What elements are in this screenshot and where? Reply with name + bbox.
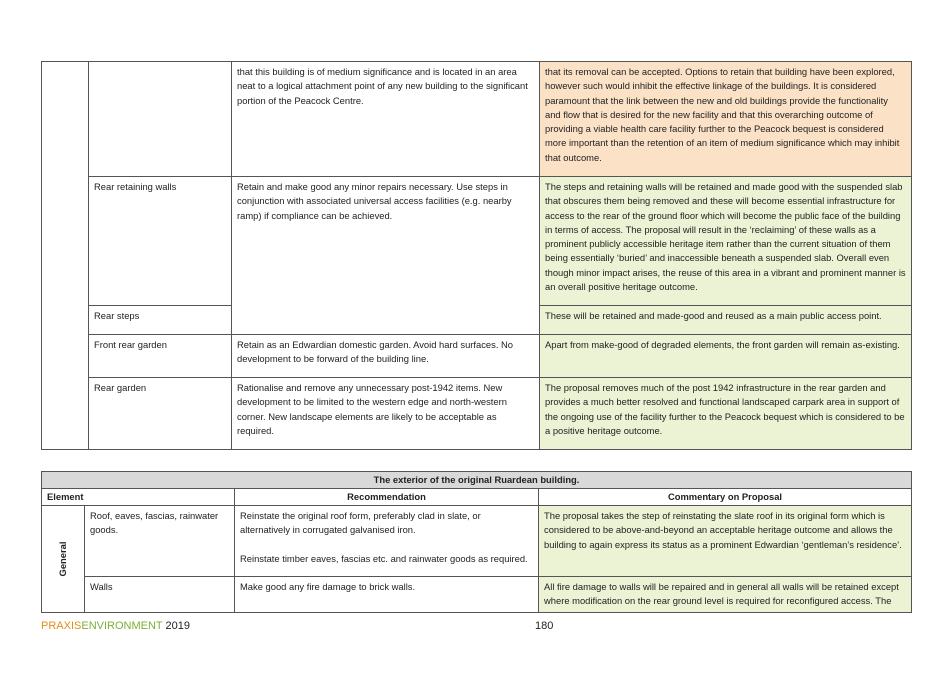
recommendation-cell: that this building is of medium significance and is located in an area neat to a logical attachment point of any new building to the significant portion of the Peacock Centre. — [232, 62, 540, 177]
column-header-element: Element — [42, 489, 235, 506]
recommendation-cell: Retain and make good any minor repairs necessary. Use steps in conjunction with associated universal access facilities (e.g. nearby ramp) if compliance can be achieved. — [232, 177, 540, 335]
commentary-cell: The proposal removes much of the post 1942 infrastructure in the rear garden and provides a much better resolved and functional landscaped carpark area in support of the ongoing use of the facility further to the Peacock bequest which is considered to be a positive heritage outcome. — [540, 378, 912, 450]
brand-year: 2019 — [162, 620, 190, 632]
column-header-recommendation: Recommendation — [235, 489, 539, 506]
recommendation-cell: Rationalise and remove any unnecessary post-1942 items. New development to be limited to the western edge and north-western corner. New landscape elements are likely to be acceptable as required. — [232, 378, 540, 450]
heritage-table-continued — [41, 61, 912, 450]
element-cell: Rear steps — [89, 306, 232, 335]
group-label: General — [56, 541, 68, 577]
element-cell: Walls — [85, 577, 235, 613]
element-cell: Rear garden — [89, 378, 232, 450]
footer-brand — [41, 620, 190, 632]
recommendation-cell: Retain as an Edwardian domestic garden. Avoid hard surfaces. No development to be forward of the building line. — [232, 335, 540, 378]
commentary-cell: These will be retained and made-good and reused as a main public access point. — [540, 306, 912, 335]
table-row — [42, 62, 912, 177]
commentary-cell: All fire damage to walls will be repaired and in general all walls will be retained except where modification on the rear ground level is required for reconfigured access. The — [539, 577, 912, 613]
group-cell-general — [42, 506, 85, 613]
table-row — [42, 335, 912, 378]
recommendation-cell — [235, 506, 539, 577]
element-cell: Rear retaining walls — [89, 177, 232, 306]
element-cell: Roof, eaves, fascias, rainwater goods. — [85, 506, 235, 577]
table-title: The exterior of the original Ruardean building. — [42, 472, 912, 489]
column-header-commentary: Commentary on Proposal — [539, 489, 912, 506]
recommendation-paragraph: Reinstate timber eaves, fascias etc. and rainwater goods as required. — [240, 552, 528, 564]
recommendation-cell: Make good any fire damage to brick walls. — [235, 577, 539, 613]
group-cell-empty — [42, 62, 89, 450]
commentary-cell: that its removal can be accepted. Options to retain that building have been explored, however such would inhibit the effective linkage of the buildings. It is considered paramount that the link between the new and old buildings provide the functionality and flow that is desired for the new facility and that this overarching outcome of providing a viable health care facility further to the Peacock bequest is considered more important than the retention of an item of medium significance which may inhibit that outcome. — [540, 62, 912, 177]
brand-praxis: PRAXIS — [41, 620, 82, 632]
commentary-cell: The steps and retaining walls will be retained and made good with the suspended slab that obscures them being removed and these will become essential infrastructure for access to the rear of the ground floor which will become the public face of the building in terms of access. The proposal will result in the ‘reclaiming’ of these walls as a prominent publicly accessible heritage item rather than the current situation of them being essentially ‘buried’ and inaccessible beneath a suspended slab. Overall even though minor impact arises, the reuse of this area in a vibrant and prominent manner is an overall positive heritage outcome. — [540, 177, 912, 306]
recommendation-paragraph: Reinstate the original roof form, preferably clad in slate, or alternatively in corrugated galvanised iron. — [240, 510, 481, 536]
table-row — [42, 177, 912, 306]
table-row — [42, 378, 912, 450]
element-cell: Front rear garden — [89, 335, 232, 378]
element-cell — [89, 62, 232, 177]
table-row — [42, 577, 912, 613]
commentary-cell: Apart from make-good of degraded elements, the front garden will remain as-existing. — [540, 335, 912, 378]
commentary-cell: The proposal takes the step of reinstating the slate roof in its original form which is considered to be above-and-beyond an acceptable heritage outcome and allows the building to again express its status as a prominent Edwardian ‘gentleman’s residence’. — [539, 506, 912, 577]
table-row — [42, 506, 912, 577]
brand-environment: ENVIRONMENT — [81, 620, 163, 632]
page-number: 180 — [535, 620, 554, 632]
ruardean-exterior-table — [41, 471, 912, 613]
